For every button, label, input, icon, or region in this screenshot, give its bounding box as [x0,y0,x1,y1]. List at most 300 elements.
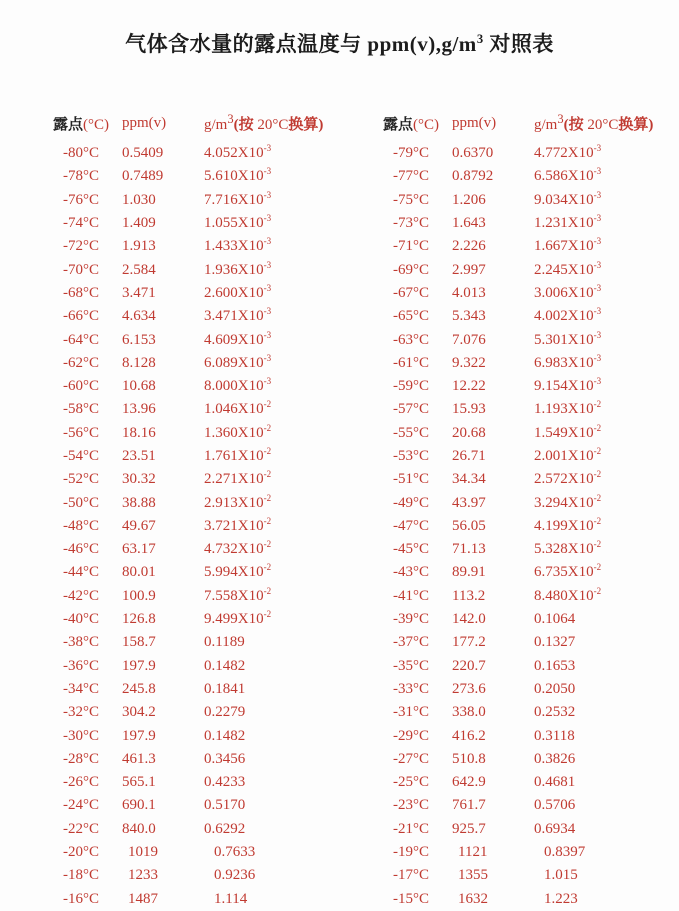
dewpoint-cell: -74°C [63,215,99,232]
table-row [48,631,336,654]
dewpoint-cell: -27°C [393,750,429,767]
dewpoint-cell: -39°C [393,611,429,628]
gm3-cell: $1.761X10^{-2}$ [204,446,272,464]
ppm-cell: 197.9 [122,727,156,744]
header-dewpoint-unit: (°C) [413,117,439,133]
header-gm3-superscript: 3 [227,112,234,126]
dewpoint-cell: -53°C [393,448,429,464]
dewpoint-cell: -18°C [63,867,99,884]
gm3-exponent: -2 [263,562,272,573]
table-row [48,398,336,421]
gm3-cell: $2.001X10^{-2}$ [534,446,602,464]
gm3-cell: 0.3826 [534,750,576,767]
gm3-cell: $4.199X10^{-2}$ [534,515,602,534]
dewpoint-cell: -67°C [393,284,429,301]
dewpoint-cell: -61°C [393,354,429,371]
gm3-exponent: -2 [263,399,272,410]
table-row [48,561,336,584]
table-right-header [378,112,666,135]
ppm-cell: 13.96 [122,401,156,418]
dewpoint-cell: -23°C [393,797,429,814]
ppm-cell: 416.2 [452,727,486,744]
gm3-exponent: -2 [593,469,602,480]
dewpoint-cell: -77°C [393,168,429,185]
gm3-exponent: -2 [593,399,602,410]
ppm-cell: 273.6 [452,680,486,697]
ppm-cell: 2.997 [452,261,486,278]
ppm-cell: 9.322 [452,354,486,371]
gm3-exponent: -2 [263,585,272,596]
gm3-cell: $2.245X10^{-3}$ [534,259,602,278]
ppm-cell: 565.1 [122,774,156,791]
ppm-cell: 71.13 [452,541,486,558]
ppm-cell: 197.9 [122,657,156,674]
gm3-cell: $9.034X10^{-3}$ [534,189,602,208]
gm3-cell: $2.913X10^{-2}$ [204,492,272,511]
tables-container [0,112,679,911]
ppm-cell: 34.34 [452,471,486,488]
dewpoint-cell: -28°C [63,750,99,767]
gm3-cell: $6.089X10^{-3}$ [204,352,272,371]
gm3-exponent: -3 [593,236,602,247]
dewpoint-cell: -80°C [63,145,99,162]
table-row [378,142,666,165]
table-row [48,538,336,561]
ppm-cell: 30.32 [122,471,156,488]
ppm-cell: 840.0 [122,820,156,837]
gm3-cell: $5.610X10^{-3}$ [204,166,272,185]
table-row [378,258,666,281]
header-gm3-note-open: (按 [563,117,588,133]
ppm-cell: 12.22 [452,378,486,395]
dewpoint-cell: -40°C [63,611,99,628]
header-ppm: ppm(v) [122,115,167,131]
header-dewpoint [48,113,114,134]
table-row [48,352,336,375]
ppm-cell: 510.8 [452,750,486,767]
ppm-cell: 0.8792 [452,168,494,185]
gm3-cell: $1.193X10^{-2}$ [534,399,602,418]
gm3-cell: $5.328X10^{-2}$ [534,539,602,558]
dewpoint-cell: -38°C [63,634,99,651]
gm3-exponent: -2 [593,422,602,433]
table-row [48,724,336,747]
gm3-exponent: -3 [263,282,272,293]
ppm-cell: 0.6370 [452,145,494,162]
header-dewpoint [378,113,444,134]
ppm-cell: 1121 [458,844,488,861]
dewpoint-cell: -57°C [393,401,429,418]
gm3-exponent: -2 [593,492,602,503]
ppm-cell: 1.643 [452,215,486,232]
gm3-exponent: -3 [593,259,602,270]
table-row [378,491,666,514]
dewpoint-cell: -76°C [63,191,99,208]
table-row [378,678,666,701]
gm3-cell: 0.6934 [534,820,576,837]
table-row [48,655,336,678]
gm3-exponent: -3 [593,166,602,177]
dewpoint-cell: -15°C [393,890,429,907]
header-dewpoint-label: 露点 [52,117,83,133]
dewpoint-cell: -24°C [63,797,99,814]
gm3-cell: 0.5170 [204,797,246,814]
table-left-body [48,142,336,911]
header-gm3-note-close: 换算) [618,117,654,133]
ppm-cell: 38.88 [122,494,156,511]
gm3-cell: $1.433X10^{-3}$ [204,236,272,255]
dewpoint-cell: -49°C [393,494,429,511]
dewpoint-cell: -70°C [63,261,99,278]
ppm-cell: 761.7 [452,797,486,814]
dewpoint-cell: -46°C [63,541,99,558]
gm3-cell: $3.006X10^{-3}$ [534,282,602,301]
header-gm3-note-open: (按 [233,117,258,133]
ppm-cell: 63.17 [122,541,156,558]
ppm-cell: 126.8 [122,611,156,628]
dewpoint-cell: -33°C [393,680,429,697]
dewpoint-cell: -64°C [63,331,99,348]
header-gm3 [534,113,666,134]
gm3-exponent: -3 [263,189,272,200]
table-row [48,608,336,631]
table-row [378,235,666,258]
table-row [378,212,666,235]
gm3-cell: 0.1482 [204,727,246,744]
table-row [378,352,666,375]
header-gm3-unit: g/m [204,117,228,133]
gm3-cell: $3.471X10^{-3}$ [204,306,272,325]
gm3-cell: 0.3118 [534,727,575,744]
header-ppm: ppm(v) [452,115,497,131]
ppm-cell: 26.71 [452,448,486,464]
dewpoint-cell: -21°C [393,820,429,837]
table-row [378,864,666,887]
gm3-cell: $2.600X10^{-3}$ [204,282,272,301]
dewpoint-cell: -69°C [393,261,429,278]
ppm-cell: 1.409 [122,215,156,232]
gm3-cell: $9.499X10^{-2}$ [204,609,272,628]
gm3-cell: 1.015 [544,867,578,884]
header-gm3-ref-temp: 20°C [587,117,619,133]
ppm-cell: 18.16 [122,424,156,441]
ppm-cell: 89.91 [452,564,486,581]
table-row [378,585,666,608]
ppm-cell: 642.9 [452,774,486,791]
table-row [48,701,336,724]
gm3-exponent: -3 [263,352,272,363]
gm3-cell: $6.586X10^{-3}$ [534,166,602,185]
ppm-cell: 4.634 [122,308,156,325]
table-row [48,841,336,864]
dewpoint-cell: -31°C [393,704,429,721]
dewpoint-cell: -42°C [63,587,99,604]
dewpoint-cell: -58°C [63,401,99,418]
gm3-exponent: -2 [263,539,272,550]
ppm-cell: 3.471 [122,284,156,301]
table-row [378,282,666,305]
table-left-header [48,112,336,135]
ppm-cell: 1.030 [122,191,156,208]
table-row [378,631,666,654]
table-row [48,142,336,165]
ppm-cell: 0.5409 [122,145,164,162]
ppm-cell: 2.226 [452,238,486,255]
gm3-cell: 0.4233 [204,774,246,791]
ppm-cell: 1632 [458,890,488,907]
gm3-cell: $2.572X10^{-2}$ [534,469,602,488]
ppm-cell: 20.68 [452,424,486,441]
gm3-cell: 0.5706 [534,797,576,814]
gm3-cell: 0.1841 [204,680,246,697]
ppm-cell: 100.9 [122,587,156,604]
table-row [378,515,666,538]
table-row [48,585,336,608]
ppm-cell: 113.2 [452,587,486,604]
header-gm3-unit: g/m [534,117,558,133]
dewpoint-cell: -25°C [393,774,429,791]
gm3-cell: 0.7633 [214,844,256,861]
gm3-exponent: -3 [593,189,602,200]
gm3-cell: $8.000X10^{-3}$ [204,376,272,395]
ppm-cell: 1019 [128,844,158,861]
dewpoint-cell: -22°C [63,820,99,837]
dewpoint-cell: -65°C [393,308,429,325]
gm3-cell: 0.1064 [534,611,576,628]
gm3-cell: $4.002X10^{-3}$ [534,306,602,325]
table-row [48,235,336,258]
title-text-main: 气体含水量的露点温度与 ppm(v),g/m [125,32,477,56]
dewpoint-cell: -79°C [393,145,429,162]
dewpoint-cell: -41°C [393,587,429,604]
table-row [48,328,336,351]
gm3-cell: $7.558X10^{-2}$ [204,585,272,604]
ppm-cell: 49.67 [122,517,156,534]
dewpoint-cell: -19°C [393,844,429,861]
header-dewpoint-label: 露点 [382,117,413,133]
gm3-cell: $5.301X10^{-3}$ [534,329,602,348]
gm3-cell: $4.772X10^{-3}$ [534,143,602,162]
gm3-exponent: -2 [263,469,272,480]
gm3-exponent: -2 [263,446,272,456]
gm3-cell: $6.983X10^{-3}$ [534,352,602,371]
gm3-exponent: -3 [263,376,272,387]
table-row [48,515,336,538]
table-row [378,655,666,678]
gm3-cell: $8.480X10^{-2}$ [534,585,602,604]
ppm-cell: 245.8 [122,680,156,697]
gm3-cell: 0.1482 [204,657,246,674]
dewpoint-cell: -78°C [63,168,99,185]
gm3-cell: $1.055X10^{-3}$ [204,213,272,232]
gm3-exponent: -2 [593,562,602,573]
ppm-cell: 8.128 [122,354,156,371]
gm3-cell: $4.609X10^{-3}$ [204,329,272,348]
gm3-cell: $4.052X10^{-3}$ [204,143,272,162]
ppm-cell: 1487 [128,890,158,907]
header-gm3-ref-temp: 20°C [257,117,289,133]
ppm-cell: 338.0 [452,704,486,721]
gm3-cell: $1.231X10^{-3}$ [534,213,602,232]
title-text-suffix: 对照表 [483,32,554,56]
ppm-cell: 220.7 [452,657,486,674]
gm3-exponent: -3 [593,352,602,363]
header-gm3-note-close: 换算) [288,117,324,133]
ppm-cell: 142.0 [452,611,486,628]
dewpoint-cell: -26°C [63,774,99,791]
table-row [378,724,666,747]
gm3-exponent: -3 [593,143,602,154]
dewpoint-cell: -51°C [393,471,429,488]
gm3-exponent: -3 [263,329,272,340]
dewpoint-cell: -63°C [393,331,429,348]
dewpoint-cell: -66°C [63,308,99,325]
gm3-cell: 1.114 [214,890,248,907]
gm3-exponent: -3 [263,236,272,247]
table-row [378,841,666,864]
gm3-cell: $1.549X10^{-2}$ [534,422,602,441]
dewpoint-cell: -56°C [63,424,99,441]
dewpoint-cell: -59°C [393,378,429,395]
gm3-exponent: -3 [593,329,602,340]
dewpoint-cell: -75°C [393,191,429,208]
dewpoint-cell: -55°C [393,424,429,441]
gm3-exponent: -3 [593,213,602,224]
table-row [48,445,336,468]
table-row [378,165,666,188]
header-gm3 [204,113,336,134]
gm3-cell: $7.716X10^{-3}$ [204,189,272,208]
gm3-exponent: -2 [593,515,602,526]
table-row [48,305,336,328]
table-row [378,445,666,468]
table-row [48,212,336,235]
dewpoint-cell: -44°C [63,564,99,581]
gm3-cell: $1.667X10^{-3}$ [534,236,602,255]
table-row [378,701,666,724]
table-row [378,189,666,212]
gm3-cell: $9.154X10^{-3}$ [534,376,602,395]
gm3-cell: 0.9236 [214,867,256,884]
table-row [48,422,336,445]
gm3-exponent: -3 [263,143,272,154]
gm3-cell: 0.6292 [204,820,246,837]
dewpoint-cell: -36°C [63,657,99,674]
ppm-cell: 43.97 [452,494,486,511]
gm3-exponent: -3 [593,306,602,317]
gm3-exponent: -3 [263,166,272,177]
ppm-cell: 80.01 [122,564,156,581]
gm3-cell: $4.732X10^{-2}$ [204,539,272,558]
table-right [378,112,666,911]
table-row [48,468,336,491]
title-superscript: 3 [476,32,484,46]
table-row [378,818,666,841]
ppm-cell: 10.68 [122,378,156,395]
dewpoint-cell: -45°C [393,541,429,558]
gm3-cell: 1.223 [544,890,578,907]
dewpoint-cell: -16°C [63,890,99,907]
ppm-cell: 23.51 [122,448,156,464]
page-title [0,0,679,58]
ppm-cell: 158.7 [122,634,156,651]
dewpoint-cell: -72°C [63,238,99,255]
ppm-cell: 15.93 [452,401,486,418]
ppm-cell: 4.013 [452,284,486,301]
dewpoint-cell: -54°C [63,448,99,464]
gm3-exponent: -3 [263,259,272,270]
ppm-cell: 56.05 [452,517,486,534]
table-row [48,888,336,911]
dewpoint-cell: -48°C [63,517,99,534]
gm3-cell: $1.046X10^{-2}$ [204,399,272,418]
dewpoint-cell: -32°C [63,704,99,721]
ppm-cell: 6.153 [122,331,156,348]
gm3-cell: 0.1327 [534,634,576,651]
gm3-cell: 0.8397 [544,844,586,861]
gm3-exponent: -2 [263,515,272,526]
table-right-body [378,142,666,911]
table-row [48,189,336,212]
gm3-cell: 0.3456 [204,750,246,767]
table-row [378,422,666,445]
dewpoint-cell: -47°C [393,517,429,534]
gm3-exponent: -2 [593,539,602,550]
ppm-cell: 1.206 [452,191,486,208]
ppm-cell: 1.913 [122,238,156,255]
gm3-cell: 0.2532 [534,704,576,721]
table-row [48,282,336,305]
table-row [378,538,666,561]
dewpoint-cell: -73°C [393,215,429,232]
table-row [48,375,336,398]
table-row [48,491,336,514]
ppm-cell: 2.584 [122,261,156,278]
dewpoint-cell: -62°C [63,354,99,371]
ppm-cell: 925.7 [452,820,486,837]
table-row [378,794,666,817]
table-row [48,258,336,281]
table-row [378,468,666,491]
gm3-cell: 0.2279 [204,704,246,721]
ppm-cell: 1355 [458,867,488,884]
ppm-cell: 5.343 [452,308,486,325]
table-row [378,561,666,584]
ppm-cell: 0.7489 [122,168,164,185]
dewpoint-cell: -52°C [63,471,99,488]
table-left [48,112,336,911]
gm3-exponent: -2 [263,422,272,433]
dewpoint-cell: -71°C [393,238,429,255]
table-row [378,748,666,771]
dewpoint-cell: -34°C [63,680,99,697]
dewpoint-cell: -60°C [63,378,99,395]
gm3-exponent: -3 [593,376,602,387]
header-dewpoint-unit: (°C) [83,117,109,133]
table-row [48,771,336,794]
table-row [378,305,666,328]
gm3-exponent: -2 [263,492,272,503]
gm3-cell: $1.936X10^{-3}$ [204,259,272,278]
dewpoint-cell: -20°C [63,844,99,861]
table-row [48,678,336,701]
gm3-cell: 0.1653 [534,657,576,674]
ppm-cell: 461.3 [122,750,156,767]
dewpoint-cell: -50°C [63,494,99,511]
dewpoint-cell: -43°C [393,564,429,581]
table-row [378,398,666,421]
dewpoint-cell: -30°C [63,727,99,744]
